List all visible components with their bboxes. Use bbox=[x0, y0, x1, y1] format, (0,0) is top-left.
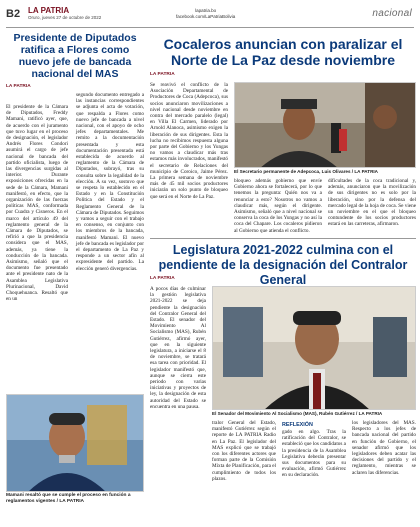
article2-headline: Legislatura 2021-2022 culmina con el pendiente de la designación del Contralor General bbox=[158, 243, 408, 287]
article2-col1: A pocos días de culminar la gestión legislativa 2021-2022 se deja pendiente la designación del Contralor General del Estado. El senador del Movimiento Al Socialismo (MAS), Rubén Gutiérrez, afirmó ayer, que en la siguiente legislatura, a iniciarse el 8 de noviembre, se tratará esa tarea con prioridad. El legislador manifestó que, aunque se cierra este periodo con varias iniciativas y proyectos de ley, la designación de esta autoridad del Estado se encuentra en una pausa. bbox=[150, 286, 206, 410]
left-article-col2: segundo documento entregado a las instancias correspondientes se adjunta el acta de votación, que respalda a Flores como nuevo jefe de bancada a nivel nacional, con el apoyo de ocho jefes departamentales. Me remito a la documentación presentada y esta documentación presentada está establecida de acuerdo al reglamento de la Cámara de Diputados, subrayó, tras su consulta sobre la legalidad de la elección. A su vez, sostuvo que se respeta lo establecido en el Estado y en la Constitución Política del Estado y el Reglamento General de la Cámara de Diputados. Seguimos y vamos a seguir con el trabajo en consenso, en conjunto con los miembros de la bancada, manifestó Mamani. El nuevo jefe de bancada es legislador por el departamento de La Paz y responde a un sector afín al expresidente del partido. La elección generó divergencias. bbox=[76, 92, 145, 272]
article2-col3-wrap bbox=[282, 420, 346, 479]
article2-col3: gado en algo. Tras la ratificación del Contralor, se estableció que los candidatos a la presidencia de la Asamblea Legislativa deberán presentar sus documentos para su evaluación, afirmó Gutiérrez en su declaración. bbox=[282, 429, 346, 479]
portrait-photo bbox=[7, 395, 144, 492]
left-article-col1: El presidente de la Cámara de Diputados, Freddy Mamani, ratificó ayer, que, de acuerdo con el juramento que tuvo lugar en el proceso de designación, el legislador Andrés Flores Condori asumirá el cargo de jefe nacional de bancada del partido oficialista, luego de las divergencias surgidas al interior. Durante exposiciones ofrecidas en la sede de la Cámara, Mamani manifestó, en efecto, que la organización de las fuerzas políticas MAS, conformada por Cuadra y Cisneros. En el marco del artículo 49 del reglamento general de la Cámara de Diputados, se refirió a que la presidencia considera que el MAS, además, ya tiene la conducción de la bancada. Asimismo, señaló que el documento fue presentado ante el presidente nato de la Asamblea Legislativa Plurinacional, David Choquehuanca. Resaltó que en un bbox=[6, 104, 68, 303]
page-header bbox=[0, 0, 420, 28]
left-article-tag: LA PATRIA bbox=[6, 84, 31, 89]
article2-col2: tralor General del Estado, manifestó Gutiérrez según el reporte de LA PATRIA Radio en La Paz. El legislador del MAS explicó que se trabajó con los diferentes actores que forman parte de la Comisión Mixta de Planificación, para el cumplimiento de todos los plazos. bbox=[212, 420, 276, 482]
newspaper-logo: LA PATRIA bbox=[28, 6, 70, 15]
senator-photo bbox=[213, 287, 416, 410]
article1-col3: dificultades de la coca tradicional y, además, anunciaron que la movilización de sus dirigentes no es solo por la liberación, sino por la defensa del mercado legal de la hoja de coca. Se viene un noviembre en el que el bloqueo contundente de los socios productores estará en las carreteras, afirmaron. bbox=[328, 178, 417, 228]
article2-caption: El Senador del Movimiento Al Socialismo (MAS), Rubén Gutiérrez / LA PATRIA bbox=[212, 411, 383, 416]
article1-col2: bloqueo además gobierno que envíe Gobierno ahora se fortalecerá, por lo que tenemos la pregunta: Quién nos va a renunciar a esto? Nosotros no vamos a claudicar más, según el dirigente. Asimismo, señaló que a nivel nacional se conserva la coca de los Yungas y no así la coca del Chapare. Los cocaleros pidieron al Gobierno que atienda el conflicto. bbox=[234, 178, 322, 234]
section-label: nacional bbox=[372, 8, 412, 19]
left-article-caption: Mamani resaltó que se cumple el proceso en función a reglamentos vigentes / LA PATRIA bbox=[6, 493, 131, 504]
left-article bbox=[6, 32, 145, 303]
article1-tag: LA PATRIA bbox=[150, 72, 175, 77]
page-number: B2 bbox=[6, 8, 21, 20]
article1-caption: El Secretario permanente de Adepcoca, Luis Olivares / LA PATRIA bbox=[234, 169, 378, 174]
contact-social: facebook.com/LaPatriaBolivia bbox=[176, 14, 236, 19]
article-divider bbox=[150, 238, 416, 239]
edition-date: Oruro, jueves 27 de octubre de 2022 bbox=[28, 15, 102, 20]
article2-col4: los legisladores del MAS. Respecto a los jefes de bancada nacional del partido en función de Gobierno, el senador afirmó que los legisladores deben acatar las decisiones del partido y el reglamento, mientras se aclaren las diferencias. bbox=[352, 420, 416, 476]
contact-info bbox=[176, 8, 235, 20]
article2-subhead: REFLEXIÓN bbox=[282, 422, 313, 428]
article2-photo bbox=[212, 286, 416, 410]
article1-photo bbox=[234, 82, 416, 168]
left-article-headline: Presidente de Diputados ratifica a Flores como nuevo jefe de bancada nacional del MAS bbox=[13, 32, 137, 80]
contact-web: lapatria.bo bbox=[195, 8, 217, 13]
article1-headline: Cocaleros anuncian con paralizar el Norte de La Paz desde noviembre bbox=[163, 36, 403, 68]
article2-tag: LA PATRIA bbox=[150, 276, 175, 281]
article1-col1 bbox=[150, 82, 228, 200]
press-conference-photo bbox=[235, 83, 416, 168]
article1-text: Se reavivó el conflicto de la Asociación Departamental de Productores de Coca (Adepcoca), sus socios anunciaron movilizaciones a nivel nacional desde noviembre en contra del mercado paralelo (legal) en Villa El Carmen, liderado por Arnold Alanoca, asimismo exigen la liberación de sus dirigentes. Esta la lucha no recibimos respuesta alguna por parte del Gobierno y los Yungas no vamos a claudicar más tras estamos más involucrados, manifestó el secretario de Relaciones del municipio de Coroico, Jaime Pérez. La primera semana de noviembre más de 45 mil socios productores iniciarán un solo punto de bloqueo que será en el Norte de La Paz. bbox=[150, 82, 228, 200]
left-article-photo bbox=[6, 394, 144, 492]
header-divider bbox=[6, 27, 414, 28]
